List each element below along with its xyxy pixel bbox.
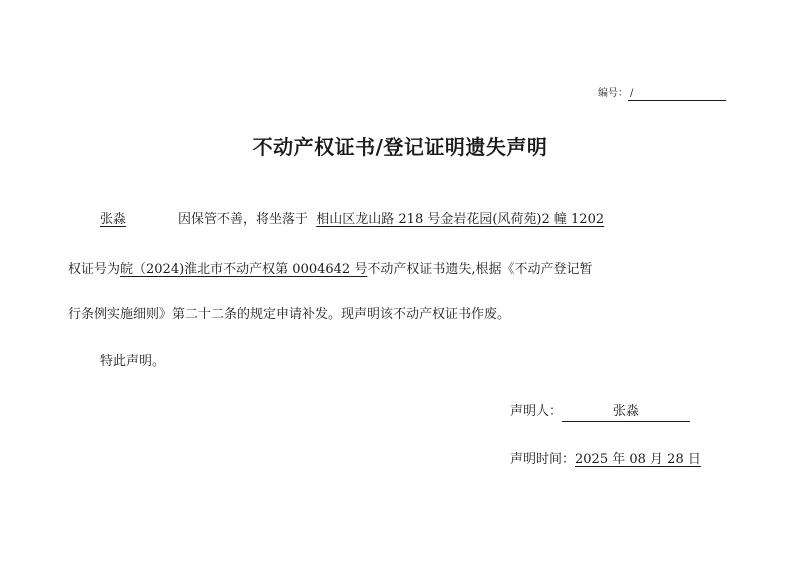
property-location: 相山区龙山路 218 号金岩花园(风荷苑)2 幢 1202 <box>316 212 605 227</box>
body-line-3 <box>68 305 510 325</box>
closing-statement: 特此声明。 <box>100 354 166 369</box>
serial-value: / <box>628 88 726 101</box>
body-line-1 <box>100 210 604 230</box>
serial-label: 编号： <box>598 88 628 99</box>
body-line-2 <box>68 260 592 280</box>
declarant-label: 声明人： <box>510 404 563 419</box>
body-text-4: 行条例实施细则》第二十二条的规定申请补发。现声明该不动产权证书作废。 <box>68 307 511 322</box>
declarant-row <box>510 402 690 422</box>
date-row <box>510 450 701 470</box>
body-text-3: 不动产权证书遗失,根据《不动产登记暂 <box>367 262 593 277</box>
certificate-number: 皖（2024)淮北市不动产权第 0004642 号 <box>120 262 368 277</box>
date-label: 声明时间： <box>510 452 576 467</box>
body-text-2: 权证号为 <box>68 262 121 277</box>
declarant-name: 张淼 <box>562 403 690 422</box>
body-text-1: 因保管不善，将坐落于 <box>178 212 309 227</box>
declaration-date: 2025 年 08 月 28 日 <box>575 452 701 467</box>
serial-number <box>598 84 726 101</box>
document-title: 不动产权证书/登记证明遗失声明 <box>252 135 548 159</box>
declarant-name-inline: 张淼 <box>100 212 127 227</box>
